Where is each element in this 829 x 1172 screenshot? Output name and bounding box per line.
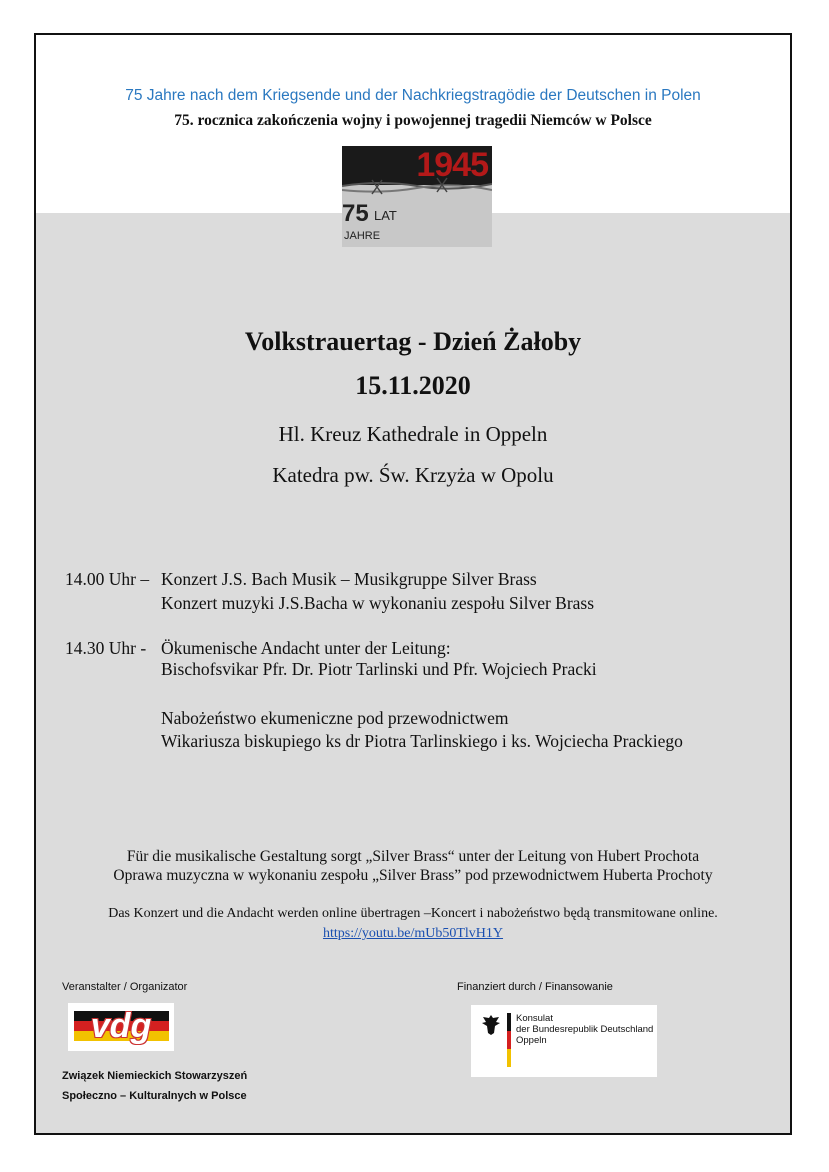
consulate-line: Oppeln [516, 1035, 547, 1046]
vdg-logo [68, 1003, 174, 1051]
subtitle-polish: 75. rocznica zakończenia wojny i powojennej tragedii Niemców w Polsce [174, 112, 652, 129]
organizer-name-line: Społeczno – Kulturalnych w Polsce [62, 1090, 247, 1102]
event-title: Volkstrauertag - Dzień Żałoby [244, 327, 582, 356]
eagle-icon [480, 1013, 502, 1037]
logo-number: 75 [342, 200, 369, 227]
program-time: 14.00 Uhr – [65, 569, 150, 589]
youtube-link[interactable]: https://youtu.be/mUb50TlvH1Y [322, 926, 504, 941]
online-note: Das Konzert und die Andacht werden online übertragen –Koncert i nabożeństwo będą transmitowane online. [108, 906, 718, 921]
program-line: Nabożeństwo ekumeniczne pod przewodnictwem [161, 708, 509, 728]
program-item [65, 569, 537, 590]
music-note-polish: Oprawa muzyczna w wykonaniu zespołu „Silver Brass” pod przewodnictwem Huberta Prochoty [113, 867, 713, 884]
funding-label: Finanziert durch / Finansowanie [457, 981, 613, 993]
event-place-german: Hl. Kreuz Kathedrale in Oppeln [278, 422, 548, 446]
consulate-line: der Bundesrepublik Deutschland [516, 1024, 654, 1035]
program-line: Konzert J.S. Bach Musik – Musikgruppe Silver Brass [161, 569, 537, 589]
anniversary-logo [342, 146, 492, 247]
event-date: 15.11.2020 [355, 371, 471, 400]
organizer-label: Veranstalter / Organizator [62, 981, 188, 993]
subtitle-german: 75 Jahre nach dem Kriegsende und der Nachkriegstragödie der Deutschen in Polen [125, 87, 701, 104]
organizer-name-line: Związek Niemieckich Stowarzyszeń [62, 1070, 248, 1082]
german-flag-bar [507, 1013, 511, 1067]
music-note-german: Für die musikalische Gestaltung sorgt „Silver Brass“ unter der Leitung von Hubert Prochota [126, 848, 700, 865]
logo-lat: LAT [374, 208, 397, 223]
program-line: Ökumenische Andacht unter der Leitung: [161, 638, 451, 658]
program-line: Konzert muzyki J.S.Bacha w wykonaniu zespołu Silver Brass [161, 593, 595, 613]
logo-jahre: JAHRE [344, 230, 381, 242]
program-line: Wikariusza biskupiego ks dr Piotra Tarlinskiego i ks. Wojciecha Prackiego [161, 731, 683, 751]
consulate-logo [471, 1005, 657, 1077]
program-time: 14.30 Uhr - [65, 638, 147, 658]
barbed-wire-icon [342, 172, 492, 202]
event-place-polish: Katedra pw. Św. Krzyża w Opolu [272, 463, 554, 487]
program-line: Bischofsvikar Pfr. Dr. Piotr Tarlinski und Pfr. Wojciech Pracki [161, 659, 597, 679]
logo-year: 1945 [416, 146, 488, 184]
poster-frame [34, 33, 792, 1135]
vdg-logo-text: vdg [90, 1007, 152, 1045]
program-item [65, 638, 451, 659]
consulate-line: Konsulat [516, 1013, 553, 1024]
consulate-text [516, 1013, 653, 1046]
